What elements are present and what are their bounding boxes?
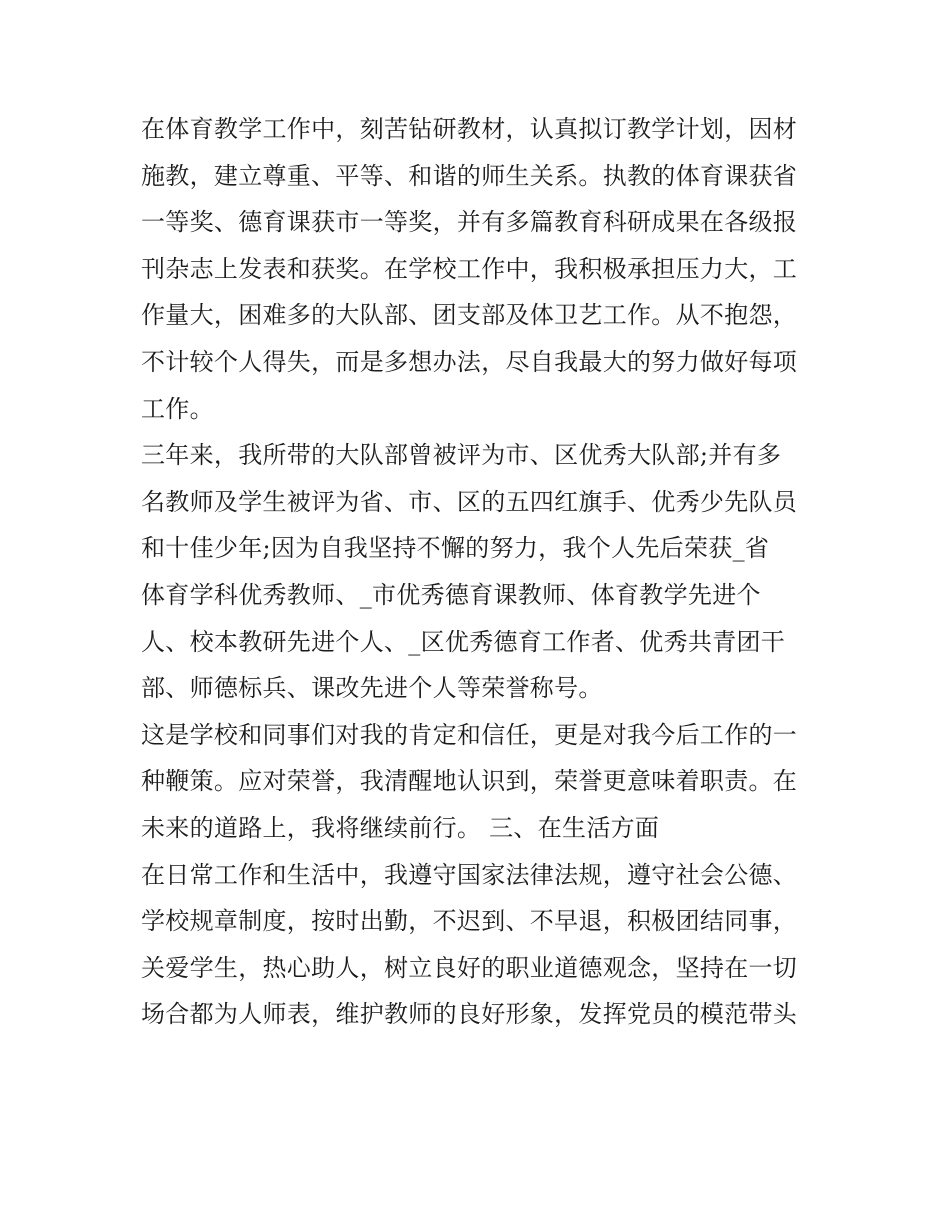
text-line: 和十佳少年;因为自我坚持不懈的努力，我个人先后荣获_省 <box>141 534 770 563</box>
text-line: 在体育教学工作中，刻苦钻研教材，认真拟订教学计划，因材 <box>141 115 798 143</box>
text-line: 学校规章制度，按时出勤，不迟到、不早退，积极团结同事， <box>141 907 798 936</box>
text-line: 在日常工作和生活中，我遵守国家法律法规，遵守社会公德、 <box>141 860 798 889</box>
text-line: 刊杂志上发表和获奖。在学校工作中，我积极承担压力大，工 <box>141 254 798 283</box>
text-line: 未来的道路上，我将继续前行。 三、在生活方面 <box>141 813 660 842</box>
text-line: 场合都为人师表，维护教师的良好形象，发挥党员的模范带头 <box>141 1000 798 1029</box>
text-line: 人、校本教研先进个人、_区优秀德育工作者、优秀共青团干 <box>141 627 786 656</box>
text-line: 这是学校和同事们对我的肯定和信任，更是对我今后工作的一 <box>141 720 798 749</box>
text-line: 工作。 <box>141 394 214 423</box>
text-line: 施教，建立尊重、平等、和谐的师生关系。执教的体育课获省 <box>141 161 798 190</box>
text-line: 种鞭策。应对荣誉，我清醒地认识到，荣誉更意味着职责。在 <box>141 767 798 796</box>
body-text <box>141 106 821 1038</box>
text-line: 名教师及学生被评为省、市、区的五四红旗手、优秀少先队员 <box>141 487 798 516</box>
text-line: 作量大，困难多的大队部、团支部及体卫艺工作。从不抱怨， <box>141 301 798 330</box>
text-line: 关爱学生，热心助人，树立良好的职业道德观念，坚持在一切 <box>141 953 798 982</box>
text-line: 部、师德标兵、课改先进个人等荣誉称号。 <box>141 674 603 703</box>
text-line: 三年来，我所带的大队部曾被评为市、区优秀大队部;并有多 <box>141 441 782 470</box>
text-line: 不计较个人得失，而是多想办法，尽自我最大的努力做好每项 <box>141 347 798 376</box>
text-line: 体育学科优秀教师、_市优秀德育课教师、体育教学先进个 <box>141 580 761 609</box>
text-line: 一等奖、德育课获市一等奖，并有多篇教育科研成果在各级报 <box>141 208 798 237</box>
